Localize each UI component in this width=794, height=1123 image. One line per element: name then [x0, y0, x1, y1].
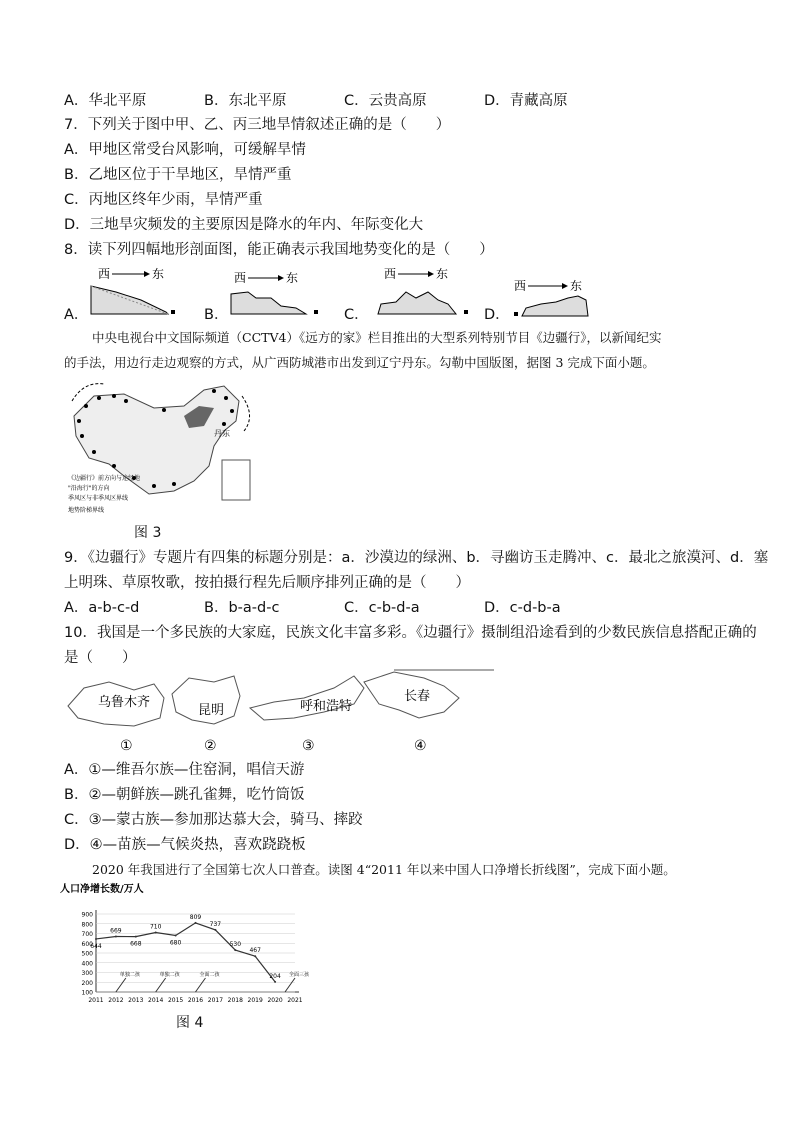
legend-2: "沿海行"的方向	[68, 485, 110, 492]
q9-option-b: B．b-a-d-c	[204, 600, 280, 616]
x-tick-label: 2011	[88, 997, 104, 1004]
q6-option-a: A．华北平原	[64, 93, 147, 109]
q8-option-b: B．	[204, 307, 229, 323]
profile-a	[86, 262, 186, 320]
q6-option-b: B．东北平原	[204, 93, 287, 109]
x-tick-label: 2020	[267, 997, 283, 1004]
x-tick-label: 2015	[167, 997, 184, 1004]
data-label: 668	[130, 940, 142, 948]
y-tick-label: 300	[81, 970, 93, 977]
data-label: 737	[209, 920, 222, 928]
data-point	[135, 936, 137, 938]
chart-ylabel: 人口净增长数/万人	[60, 884, 144, 895]
x-tick-label: 2019	[247, 997, 263, 1004]
policy-label: 单独二孩	[119, 972, 140, 978]
q10-stem-line2: 是（ ）	[64, 650, 137, 666]
data-point	[115, 936, 117, 938]
y-tick-label: 100	[81, 989, 93, 997]
q6-option-c: C．云贵高原	[344, 93, 427, 109]
q9-option-a: A．a-b-c-d	[64, 600, 140, 616]
q9-option-c: C．c-b-d-a	[344, 600, 420, 616]
num-4: ④	[414, 738, 427, 754]
data-label: 669	[110, 927, 122, 935]
q7-option-b: B．乙地区位于干旱地区，旱情严重	[64, 167, 292, 183]
y-tick-label: 600	[81, 940, 93, 948]
data-point	[95, 938, 97, 940]
fig4-caption: 图 4	[176, 1015, 204, 1031]
x-tick-label: 2014	[148, 997, 164, 1004]
q7-stem: 7．下列关于图中甲、乙、丙三地旱情叙述正确的是（ ）	[64, 117, 451, 133]
legend-3: 季风区与非季风区界线	[68, 495, 129, 502]
data-label: 809	[189, 913, 202, 921]
city-hohhot: 呼和浩特	[300, 699, 353, 714]
q9-option-d: D．c-d-b-a	[484, 600, 561, 616]
x-tick-label: 2012	[108, 997, 124, 1004]
data-label: 644	[90, 942, 102, 950]
profile-d	[506, 274, 606, 320]
passage1-line1: 中央电视台中文国际频道（CCTV4）《远方的家》栏目推出的大型系列特别节目《边疆行》，以新闻纪实	[92, 330, 662, 345]
data-label: 710	[149, 923, 162, 931]
q7-option-c: C．丙地区终年少雨，旱情严重	[64, 192, 263, 208]
west-label: 西	[98, 267, 111, 281]
passage2: 2020 年我国进行了全国第七次人口普查。读图 4“2011 年以来中国人口净增长折线图”，完成下面小题。	[92, 862, 676, 877]
q10-option-b: B．②—朝鲜族—跳孔雀舞，吃竹筒饭	[64, 787, 305, 803]
west-label: 西	[384, 267, 397, 281]
data-point	[175, 934, 177, 936]
place-label-dandong: 丹东	[214, 429, 230, 438]
q8-stem: 8．读下列四幅地形剖面图，能正确表示我国地势变化的是（ ）	[64, 242, 494, 258]
q9-stem-line1: 9．《边疆行》专题片有四集的标题分别是：a．沙漠边的绿洲、b．寻幽访玉走腾冲、c．最北之旅漠河、d．塞	[64, 550, 769, 566]
policy-label: 单独二孩	[159, 972, 180, 978]
east-label: 东	[570, 279, 583, 293]
east-label: 东	[436, 267, 449, 281]
data-point	[274, 981, 276, 983]
y-tick-label: 900	[81, 911, 93, 919]
data-label: 204	[269, 972, 281, 980]
east-label: 东	[152, 267, 165, 281]
province-outlines	[64, 668, 496, 758]
policy-marker	[156, 978, 166, 992]
y-tick-label: 800	[81, 921, 93, 929]
fig3-caption: 图 3	[134, 525, 162, 541]
q8-option-c: C．	[344, 307, 369, 323]
data-point	[234, 949, 236, 951]
data-point	[195, 922, 197, 924]
data-point	[155, 932, 157, 934]
policy-marker	[285, 978, 295, 992]
data-label: 530	[229, 941, 242, 949]
x-tick-label: 2016	[187, 997, 204, 1004]
q8-option-d: D．	[484, 307, 510, 323]
y-tick-label: 700	[81, 931, 93, 938]
data-point	[254, 955, 256, 957]
city-kunming: 昆明	[198, 703, 225, 718]
y-tick-label: 500	[81, 950, 93, 958]
data-label: 680	[169, 939, 182, 947]
policy-label: 全面三孩	[289, 972, 310, 978]
q8-option-a: A．	[64, 307, 89, 323]
profile-b	[226, 268, 326, 320]
y-tick-label: 200	[81, 979, 93, 987]
num-2: ②	[204, 738, 217, 754]
x-tick-label: 2017	[207, 997, 224, 1004]
population-growth-chart	[60, 880, 310, 1010]
west-label: 西	[514, 279, 527, 293]
q6-option-d: D．青藏高原	[484, 93, 568, 109]
x-tick-label: 2018	[227, 997, 243, 1004]
policy-marker	[195, 978, 205, 992]
q10-option-a: A．①—维吾尔族—住窑洞，唱信天游	[64, 762, 305, 778]
policy-marker	[116, 978, 126, 992]
city-urumqi: 乌鲁木齐	[98, 695, 151, 710]
data-point	[214, 929, 216, 931]
data-label: 467	[249, 947, 261, 955]
profile-c	[376, 264, 476, 320]
num-3: ③	[302, 738, 315, 754]
legend-4: 地势阶梯界线	[68, 507, 105, 514]
x-tick-label: 2021	[287, 997, 303, 1004]
y-tick-label: 400	[81, 960, 93, 968]
num-1: ①	[120, 738, 133, 754]
q7-option-d: D．三地旱灾频发的主要原因是降水的年内、年际变化大	[64, 217, 424, 233]
q7-option-a: A．甲地区常受台风影响，可缓解旱情	[64, 142, 306, 158]
west-label: 西	[234, 271, 247, 285]
passage1-line2: 的手法，用边行走边观察的方式，从广西防城港市出发到辽宁丹东。勾勒中国版图，据图 3 完成下面小题。	[64, 355, 655, 370]
x-tick-label: 2013	[128, 997, 144, 1004]
q10-option-d: D．④—苗族—气候炎热，喜欢跷跷板	[64, 837, 306, 853]
china-border-route-map	[64, 376, 264, 518]
policy-label: 全面二孩	[199, 972, 220, 978]
q10-stem-line1: 10．我国是一个多民族的大家庭，民族文化丰富多彩。《边疆行》摄制组沿途看到的少数民族信息搭配正确的	[64, 625, 757, 641]
q10-option-c: C．③—蒙古族—参加那达慕大会，骑马、摔跤	[64, 812, 363, 828]
east-label: 东	[286, 271, 299, 285]
legend-1: 《边疆行》前方向与途经地	[68, 475, 141, 482]
city-changchun: 长春	[404, 689, 431, 704]
q9-stem-line2: 上明珠、草原牧歌，按拍摄行程先后顺序排列正确的是（ ）	[64, 575, 470, 591]
